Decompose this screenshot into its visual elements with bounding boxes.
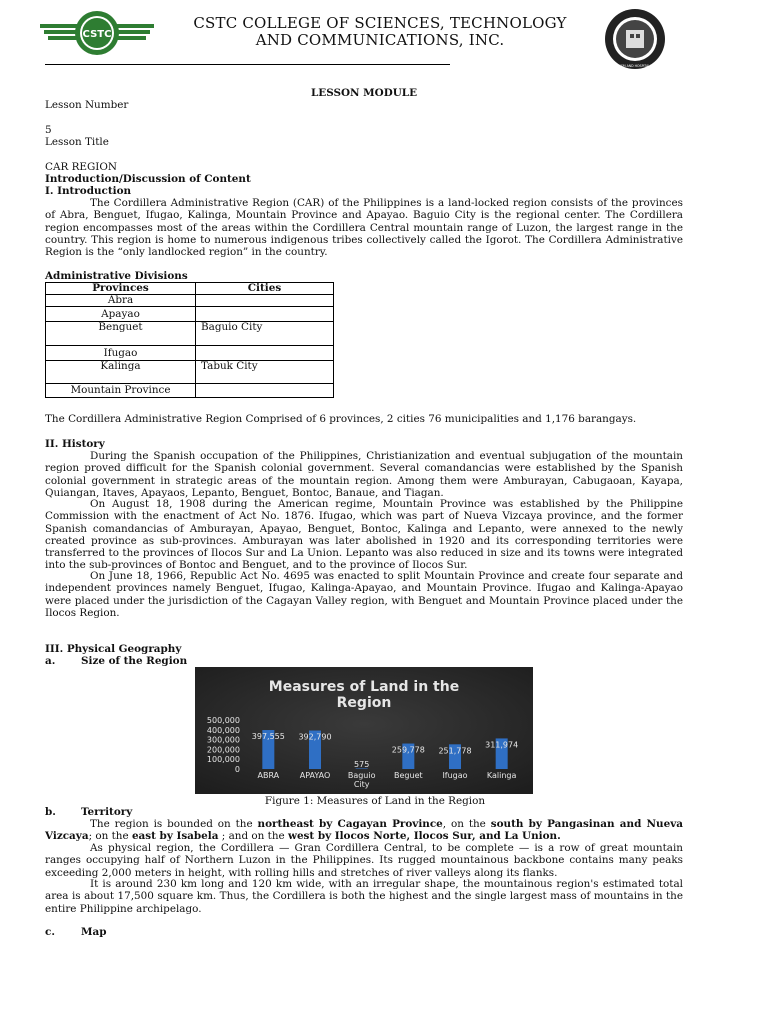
bar-data-label: 397,555 — [251, 732, 285, 742]
lesson-title: CAR REGION — [45, 161, 118, 173]
province-cell: Benguet — [46, 322, 196, 346]
table-row — [46, 295, 334, 307]
y-tick-label: 200,000 — [206, 745, 240, 755]
y-tick-label: 500,000 — [206, 716, 240, 725]
geo-b-title: Territory — [81, 806, 133, 818]
geography-heading: III. Physical Geography — [45, 643, 182, 655]
city-cell: Tabuk City — [196, 361, 334, 384]
territory-south: south by Pangasinan and Nueva Vizcaya — [45, 818, 683, 843]
y-tick-label: 0 — [234, 765, 240, 774]
history-paragraph-1: During the Spanish occupation of the Philippines, Christianization and eventual subjugation of the mountain region proved difficult for the Spanish colonial government. Several comandancias were established by the Spanish colonial government in strategic areas of the mountain region. Among them were Amburayan, Cabugaoan, Kayapa, Quiangan, Itaves, Apayaos, Lepanto, Benguet, Bontoc, Banaue, and Tiagan. — [45, 450, 683, 499]
chart-svg — [195, 667, 533, 794]
college-title-line1: CSTC COLLEGE OF SCIENCES, TECHNOLOGY — [193, 14, 567, 32]
bar-data-label: 311,974 — [485, 740, 519, 750]
city-cell: Baguio City — [196, 322, 334, 346]
chart-title-line2: Region — [336, 695, 392, 711]
province-cell: Mountain Province — [46, 384, 196, 398]
summary-line: The Cordillera Administrative Region Comprised of 6 provinces, 2 cities 76 municipalities and 1,176 barangays. — [45, 413, 637, 425]
table-row — [46, 322, 334, 346]
col-provinces: Provinces — [46, 283, 196, 295]
geo-a-title: Size of the Region — [81, 655, 188, 667]
x-tick-label: Kalinga — [486, 771, 517, 780]
territory-text: The region is bounded on the — [90, 818, 258, 830]
territory-text: ; on the — [88, 830, 132, 843]
table-row — [46, 307, 334, 322]
x-tick-label: Ifugao — [442, 771, 468, 780]
x-tick-label: APAYAO — [299, 771, 331, 780]
city-cell — [196, 307, 334, 322]
chart-title-line1: Measures of Land in the — [268, 679, 460, 695]
x-tick-label: Beguet — [394, 771, 423, 780]
city-cell — [196, 346, 334, 361]
history-paragraph-3: On June 18, 1966, Republic Act No. 4695 was enacted to split Mountain Province and create four separate and independent provinces namely Benguet, Ifugao, Kalinga-Apayao, and Mountain Province. Ifugao and Kalinga-Apayao were placed under the jurisdiction of the Cagayan Valley region, with Benguet and Mountain Province placed under the Ilocos Region. — [45, 570, 683, 619]
y-tick-label: 300,000 — [206, 735, 240, 745]
lesson-number-label: Lesson Number — [45, 99, 129, 111]
building-icon — [626, 30, 644, 48]
lesson-number: 5 — [45, 124, 52, 136]
province-cell: Apayao — [46, 307, 196, 322]
col-cities: Cities — [196, 283, 334, 295]
territory-paragraph-1 — [45, 818, 683, 843]
bar-data-label: 575 — [354, 760, 370, 769]
land-measure-chart — [195, 667, 533, 794]
table-row — [46, 361, 334, 384]
territory-text: , on the — [442, 818, 491, 830]
province-cell: Kalinga — [46, 361, 196, 384]
territory-northeast: northeast by Cagayan Province — [257, 818, 443, 830]
history-heading: II. History — [45, 438, 105, 450]
geo-c-letter: c. — [45, 926, 55, 938]
x-tick-label: ABRA — [257, 771, 280, 780]
city-cell — [196, 384, 334, 398]
territory-text: ; and on the — [218, 830, 288, 843]
province-cell: Ifugao — [46, 346, 196, 361]
city-cell — [196, 295, 334, 307]
territory-paragraph-3: It is around 230 km long and 120 km wide, with an irregular shape, the mountainous region's estimated total area is about 17,500 square km. Thus, the Cordillera is both the highest and the single largest mass of mountains in the entire Philippine archipelago. — [45, 878, 683, 915]
geo-a-letter: a. — [45, 655, 56, 667]
college-title-line2: AND COMMUNICATIONS, INC. — [255, 31, 505, 49]
province-cell: Abra — [46, 295, 196, 307]
table-header-row — [46, 283, 334, 295]
right-seal-text: SCHOOL OF TOURISM AND HOSPITALITY MANAGEMENT — [591, 64, 679, 68]
history-paragraph-2: On August 18, 1908 during the American regime, Mountain Province was established by the Philippine Commission with the enactment of Act No. 1876. Ifugao, which was part of Nueva Vizcaya province, and the former Spanish comandancias of Amburayan, Apayao, Benguet, Bontoc, Kalinga and Lepanto, were annexed to the newly created province as sub-provinces. Amburayan was later abolished in 1920 and its corresponding territories were transferred to the provinces of Ilocos Sur and La Union. Lepanto was also reduced in size and its towns were integrated into the sub-provinces of Bontoc and Benguet, and to the province of Ilocos Sur. — [45, 498, 683, 572]
module-title: LESSON MODULE — [310, 87, 418, 99]
lesson-title-label: Lesson Title — [45, 136, 109, 148]
intro-paragraph: The Cordillera Administrative Region (CAR) of the Philippines is a land-locked region consists of the provinces of Abra, Benguet, Ifugao, Kalinga, Mountain Province and Apayao. Baguio City is the regional center. The Cordillera region encompasses most of the areas within the Cordillera Central mountain range of Luzon, the largest range in the country. This region is home to numerous indigenous tribes collectively called the Igorot. The Cordillera Administrative Region is the “only landlocked region” in the country. — [45, 197, 683, 259]
x-tick-label-line2: City — [353, 780, 370, 789]
figure-caption: Figure 1: Measures of Land in the Region — [264, 795, 486, 807]
intro-heading: I. Introduction — [45, 185, 132, 197]
table-row — [46, 346, 334, 361]
territory-paragraph-2: As physical region, the Cordillera — Gran Cordillera Central, to be complete — is a row of great mountain ranges occupying half of Northern Luzon in the Philippines. Its rugged mountainous backbone contains many peaks exceeding 2,000 meters in height, with rolling hills and stretches of river valleys along its flanks. — [45, 842, 683, 879]
territory-east: east by Isabela — [131, 830, 219, 843]
table-row — [46, 384, 334, 398]
left-logo — [38, 10, 156, 56]
geo-c-title: Map — [81, 926, 107, 938]
bar-data-label: 392,790 — [298, 732, 332, 742]
left-logo-text: CSTC — [82, 29, 112, 40]
admin-divisions-heading: Administrative Divisions — [45, 270, 188, 282]
y-tick-label: 400,000 — [206, 725, 240, 735]
territory-west: west by Ilocos Norte, Ilocos Sur, and La Union. — [288, 830, 561, 843]
bar-data-label: 259,778 — [391, 745, 425, 755]
header-underline — [45, 64, 450, 65]
intro-discussion-heading: Introduction/Discussion of Content — [45, 173, 251, 185]
x-tick-label: Baguio — [347, 771, 376, 780]
y-tick-label: 100,000 — [206, 755, 240, 765]
admin-divisions-table — [45, 282, 334, 398]
right-seal — [591, 8, 679, 70]
bar-data-label: 251,778 — [438, 746, 472, 756]
geo-b-letter: b. — [45, 806, 56, 818]
